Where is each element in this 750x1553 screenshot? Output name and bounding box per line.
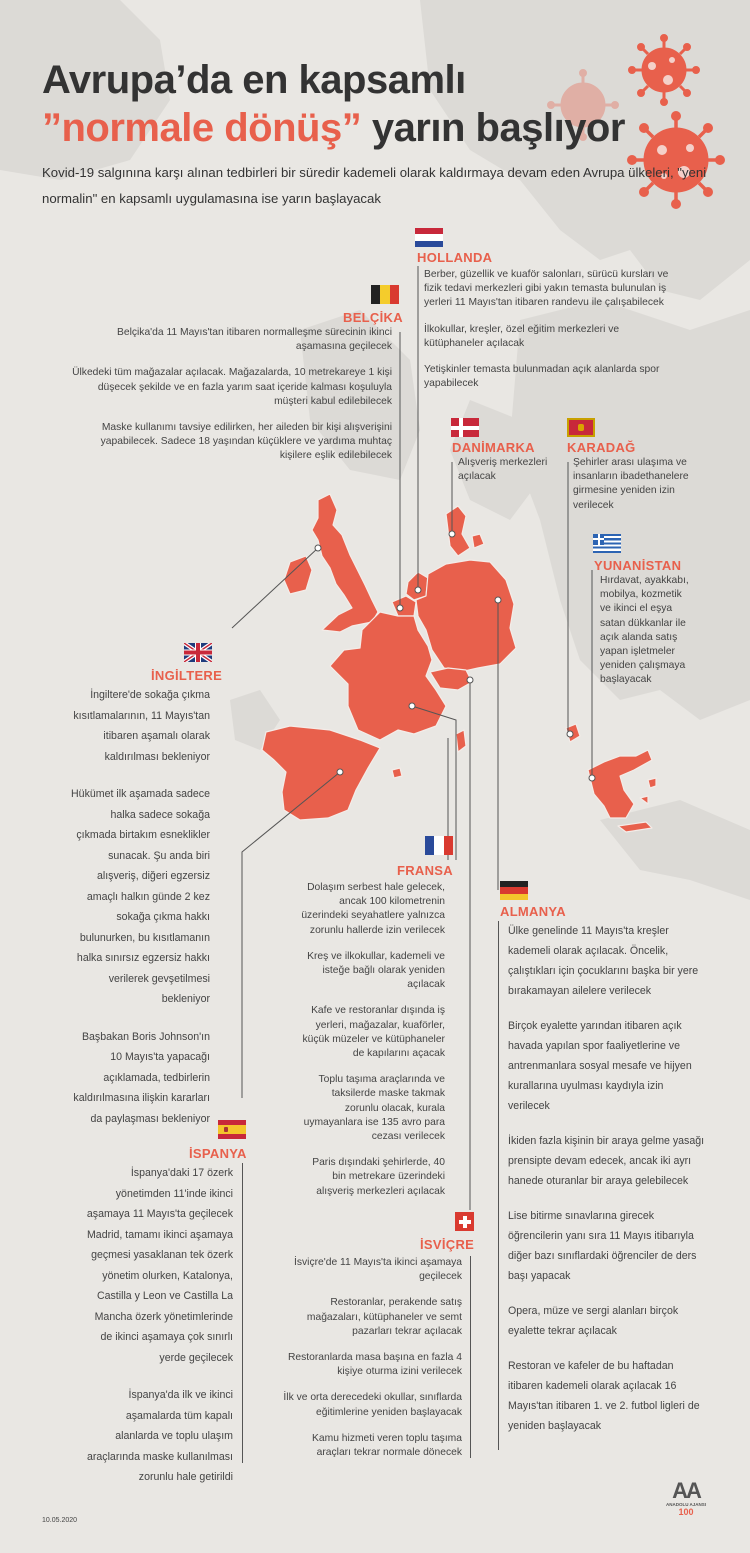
netherlands-flag-icon	[415, 228, 443, 247]
uk-shape	[312, 494, 378, 632]
list-item: Alışveriş merkezleri açılacak	[458, 457, 548, 483]
montenegro-flag-icon	[567, 418, 595, 437]
country-name-denmark: DANİMARKA	[452, 440, 535, 455]
agency-anniversary-badge: 100	[678, 1507, 694, 1517]
country-name-uk: İNGİLTERE	[151, 668, 223, 683]
agency-logo-mark: AA	[672, 1478, 700, 1503]
list-item: Kafe ve restoranlar dışında iş yerleri, mağazalar, kuaförler, küçük müzeler ve kütüphaneler de kapılarını açacak	[302, 1005, 445, 1060]
greece-details	[600, 574, 690, 700]
country-name-netherlands: HOLLANDA	[417, 250, 493, 265]
montenegro-details	[573, 456, 713, 525]
list-item: İsviçre'de 11 Mayıs'ta ikinci aşamaya geçilecek	[294, 1257, 462, 1283]
switzerland-leader-line	[470, 1256, 471, 1458]
title-rest: yarın başlıyor	[361, 106, 625, 150]
spain-flag-icon	[218, 1120, 246, 1139]
agency-logo-text: ANADOLU AJANSI	[665, 1502, 707, 1507]
france-flag-icon	[425, 836, 453, 855]
greece-shape	[588, 750, 652, 818]
spain-leader-line	[242, 1163, 243, 1463]
germany-flag-icon	[500, 881, 528, 900]
list-item: Berber, güzellik ve kuaför salonları, sürücü kursları ve fizik tedavi merkezleri gibi yakın temasta bulunulan iş yerleri 11 Mayıs'tan itibaren randevu ile çalışabilecek	[424, 269, 669, 309]
list-item: İspanya'daki 17 özerk yönetimden 11'inde ikinci aşamaya 11 Mayıs'ta geçilecek Madrid, tamamı ikinci aşamaya geçmesi yasaklanan tek özerk yönetim olurken, Katalonya, Castilla y Leon ve Castilla La Mancha özerk yönetimlerinde de ikinci aşamaya çok sınırlı yerde geçilecek	[86, 1167, 233, 1364]
list-item: Restoranlar, perakende satış mağazaları, kütüphaneler ve semt pazarları tekrar açılacak	[306, 1297, 462, 1337]
list-item: Hırdavat, ayakkabı, mobilya, kozmetik ve ikinci el eşya satan dükkanlar ile açık alanda satış yapan işletmeler yeniden çalışmaya başlayacak	[600, 575, 689, 686]
country-name-france: FRANSA	[397, 863, 453, 878]
list-item: Restoranlarda masa başına en fazla 4 kişiye oturma izini verilecek	[287, 1352, 462, 1378]
belgium-details	[70, 326, 392, 476]
list-item: Maske kullanımı tavsiye edilirken, her aileden bir kişi alışverişini yapabilecek. Sadece 18 yaşından küçüklere ve yardıma muhtaç kişilere eşlik edilebilecek	[100, 422, 392, 462]
list-item: Birçok eyalette yarından itibaren açık havada yapılan spor faaliyetlerine ve antrenmanlara sosyal mesafe ve hijyen kurallarına uyulması kaydıyla izin verilecek	[508, 1020, 692, 1112]
switzerland-flag-icon	[455, 1212, 474, 1231]
spain-details	[80, 1163, 233, 1505]
agency-logo	[662, 1478, 710, 1517]
spain-shape	[262, 726, 380, 820]
list-item: Ülke genelinde 11 Mayıs'ta kreşler kademeli olarak açılacak. Öncelik, çalıştıkları için çocuklarını başka bir yere bırakamayan ailelere verilecek	[508, 925, 699, 997]
list-item: Kamu hizmeti veren toplu taşıma araçları tekrar normale dönecek	[312, 1432, 462, 1459]
list-item: Hükümet ilk aşamada sadece halka sadece sokağa çıkmada birtakım esneklikler sunacak. Şu anda biri alışveriş, diğeri egzersiz amaçlı halkın günde 2 kez sokağa çıkma hakkı bulunurken, bu kısıtlamanın halka sınırsız egzersiz hakkı verilerek gevşetilmesi bekleniyor	[71, 788, 210, 1005]
country-name-switzerland: İSVİÇRE	[420, 1237, 475, 1252]
list-item: Restoran ve kafeler de bu haftadan itibaren kademeli olarak açılacak 16 Mayıs'tan itibaren 1. ve 2. futbol ligleri de yeniden başlayacak	[508, 1360, 700, 1432]
country-name-montenegro: KARADAĞ	[567, 440, 636, 455]
list-item: Toplu taşıma araçlarında ve taksilerde maske takmak zorunlu olacak, kurala uymayanlara ise 135 avro para cezası verilecek	[303, 1074, 445, 1143]
switzerland-shape	[430, 668, 472, 690]
netherlands-shape	[406, 572, 428, 600]
list-item: Yetişkinler temasta bulunmadan açık alanlarda spor yapabilecek	[424, 364, 660, 390]
denmark-details	[458, 456, 548, 496]
list-item: İkiden fazla kişinin bir araya gelme yasağı prensipte devam edecek, ancak iki ayrı hanede oturanlar bir araya gelebilecek	[508, 1135, 705, 1187]
germany-leader-line	[498, 921, 499, 1450]
page-title-line1: Avrupa’da en kapsamlı	[42, 58, 466, 102]
list-item: Şehirler arası ulaşıma ve insanların ibadethanelere girmesine yeniden izin verilecek	[573, 457, 689, 511]
france-details	[300, 881, 445, 1211]
greece-flag-icon	[593, 534, 621, 553]
uk-flag-graphic	[184, 643, 212, 662]
list-item: İlkokullar, kreşler, özel eğitim merkezleri ve kütüphaneler açılacak	[424, 323, 620, 349]
list-item: Başbakan Boris Johnson'ın 10 Mayıs'ta yapacağı açıklamada, tedbirlerin kaldırılmasına ilişkin kararları da paylaşması bekleniyor	[73, 1030, 210, 1125]
germany-details	[508, 921, 706, 1451]
country-name-germany: ALMANYA	[500, 904, 566, 919]
list-item: Opera, müze ve sergi alanları birçok eyalette tekrar açılacak	[508, 1305, 679, 1337]
publish-date: 10.05.2020	[42, 1517, 78, 1524]
page-title-line2	[42, 106, 625, 151]
virus-icon-small	[629, 35, 700, 106]
title-highlight: ”normale dönüş”	[42, 106, 362, 150]
netherlands-details	[424, 268, 679, 403]
belgium-flag-icon	[371, 285, 399, 304]
list-item: Kreş ve ilkokullar, kademeli ve isteğe bağlı olarak yeniden açılacak	[307, 950, 445, 991]
switzerland-details	[282, 1256, 462, 1472]
uk-details	[70, 685, 210, 1146]
list-item: Belçika'da 11 Mayıs'tan itibaren normalleşme sürecinin ikinci aşamasına geçilecek	[116, 327, 392, 353]
subtitle: Kovid-19 salgınına karşı alınan tedbirleri bir süredir kademeli olarak kaldırmaya devam eden Avrupa ülkeleri, "yeni normalin" en kapsamlı uygulamasına ise yarın başlayacak	[42, 165, 707, 206]
list-item: Lise bitirme sınavlarına girecek öğrencilerin yanı sıra 11 Mayıs itibarıyla diğer bazı sınıflardaki öğrenciler de ders başı yapacak	[508, 1210, 697, 1282]
list-item: İlk ve orta derecedeki okullar, sınıflarda eğitimlerine yeniden başlayacak	[283, 1392, 462, 1418]
list-item: Paris dışındaki şehirlerde, 40 bin metrekare üzerindeki alışveriş merkezleri açılacak	[312, 1157, 445, 1197]
country-name-spain: İSPANYA	[189, 1146, 247, 1161]
list-item: İngiltere'de sokağa çıkma kısıtlamalarının, 11 Mayıs'tan itibaren aşamalı olarak kaldırılması bekleniyor	[73, 689, 210, 763]
uk-flag-icon	[184, 643, 212, 662]
denmark-shape	[446, 506, 470, 556]
list-item: Ülkedeki tüm mağazalar açılacak. Mağazalarda, 10 metrekareye 1 kişi düşecek şekilde ve en fazla yarım saat içeride kalması koşuluyla müşteri kabul edilebilecek	[72, 367, 392, 407]
list-item: İspanya'da ilk ve ikinci aşamalarda tüm kapalı alanlarda ve toplu ulaşım araçlarında maske kullanılması zorunlu hale getirildi	[86, 1389, 233, 1483]
country-name-greece: YUNANİSTAN	[594, 558, 682, 573]
denmark-flag-icon	[451, 418, 479, 437]
list-item: Dolaşım serbest hale gelecek, ancak 100 kilometrenin üzerindeki seyahatlere yalnızca zorunlu hallerde izin verilecek	[301, 882, 445, 936]
country-name-belgium: BELÇİKA	[343, 310, 403, 325]
